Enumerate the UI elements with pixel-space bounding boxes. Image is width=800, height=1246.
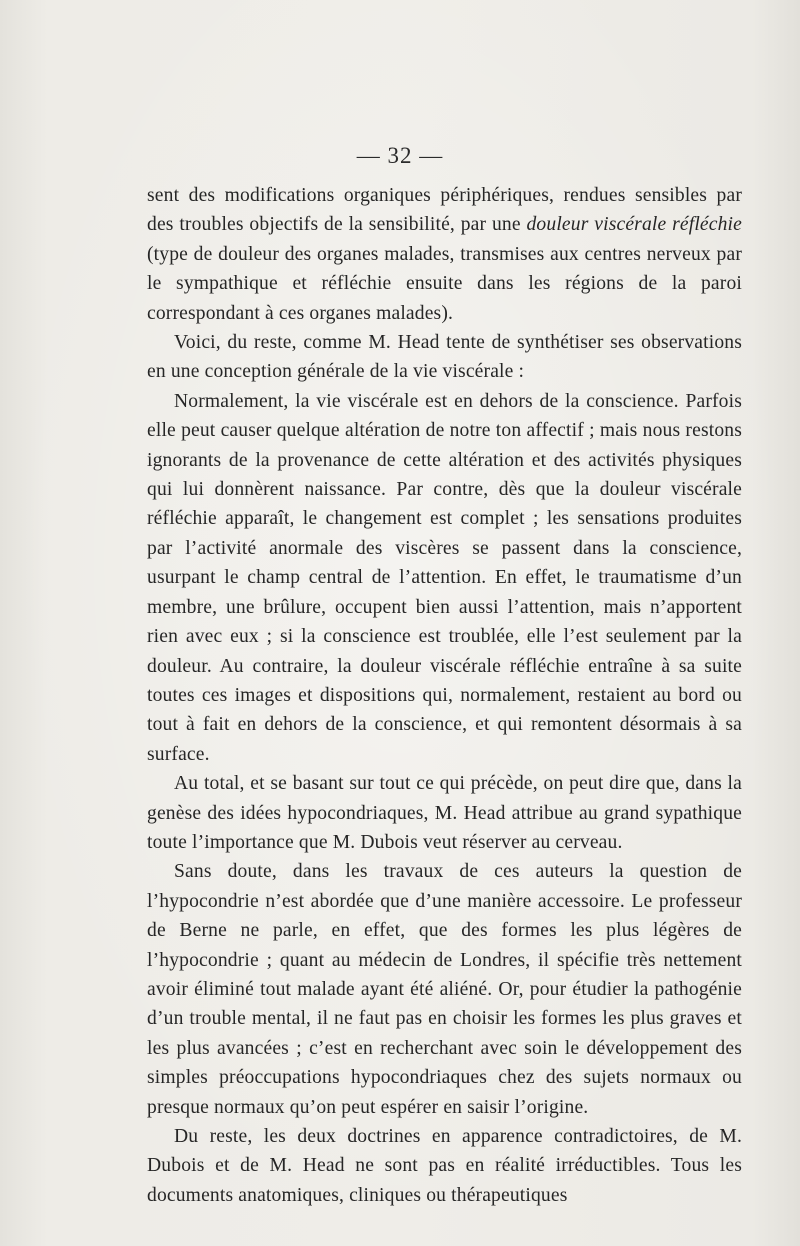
paragraph-3: Normalement, la vie viscérale est en dehors de la conscience. Parfois elle peut causer quelque altération de notre ton affectif ; mais nous restons ignorants de la provenance de cette altération et des activités physiques qui lui donnèrent naissance. Par contre, dès que la douleur viscérale réfléchie apparaît, le changement est complet ; les sensations produites par l’activité anormale des viscères se passent dans la conscience, usurpant le champ central de l’attention. En effet, le traumatisme d’un membre, une brûlure, occupent bien aussi l’attention, mais n’apportent rien avec eux ; si la conscience est troublée, elle l’est seulement par la douleur. Au contraire, la douleur viscérale réfléchie entraîne à sa suite toutes ces images et dispositions qui, normalement, restaient au bord ou tout à fait en dehors de la conscience, et qui remontent désormais à sa surface. bbox=[147, 390, 742, 765]
paragraph-1-text-after: (type de douleur des organes malades, transmises aux centres nerveux par le sympathique et réfléchie ensuite dans les régions de la paroi correspondant à ces organes malades). bbox=[147, 243, 742, 324]
body-text bbox=[147, 181, 742, 1210]
paragraph-6: Du reste, les deux doctrines en apparence contradictoires, de M. Dubois et de M. Head ne sont pas en réalité irréductibles. Tous les documents anatomiques, cliniques ou thérapeutiques bbox=[147, 1126, 742, 1206]
paragraph-1-emphasis: douleur viscérale réfléchie bbox=[526, 214, 742, 236]
paragraph-1 bbox=[147, 181, 742, 328]
page-number: — 32 — bbox=[356, 143, 444, 168]
paragraph-5: Sans doute, dans les travaux de ces auteurs la question de l’hypocondrie n’est abordée que d’une manière accessoire. Le professeur de Berne ne parle, en effet, que des formes les plus légères de l’hypocondrie ; quant au médecin de Londres, il spécifie très nettement avoir éliminé tout malade ayant été aliéné. Or, pour étudier la pathogénie d’un trouble mental, il ne faut pas en choisir les formes les plus graves et les plus avancées ; c’est en recherchant avec soin le développement des simples préoccupations hypocondriaques chez des sujets normaux ou presque normaux qu’on peut espérer en saisir l’origine. bbox=[147, 861, 742, 1118]
paragraph-2: Voici, du reste, comme M. Head tente de synthétiser ses observations en une conception générale de la vie viscérale : bbox=[147, 332, 742, 383]
paragraph-1-text-before: sent des modifications organiques périphériques, rendues sensibles par des troubles objectifs de la sensibilité, par une bbox=[147, 185, 742, 236]
paragraph-4: Au total, et se basant sur tout ce qui précède, on peut dire que, dans la genèse des idées hypocondriaques, M. Head attribue au grand sypathique toute l’importance que M. Dubois veut réserver au cerveau. bbox=[147, 773, 742, 853]
